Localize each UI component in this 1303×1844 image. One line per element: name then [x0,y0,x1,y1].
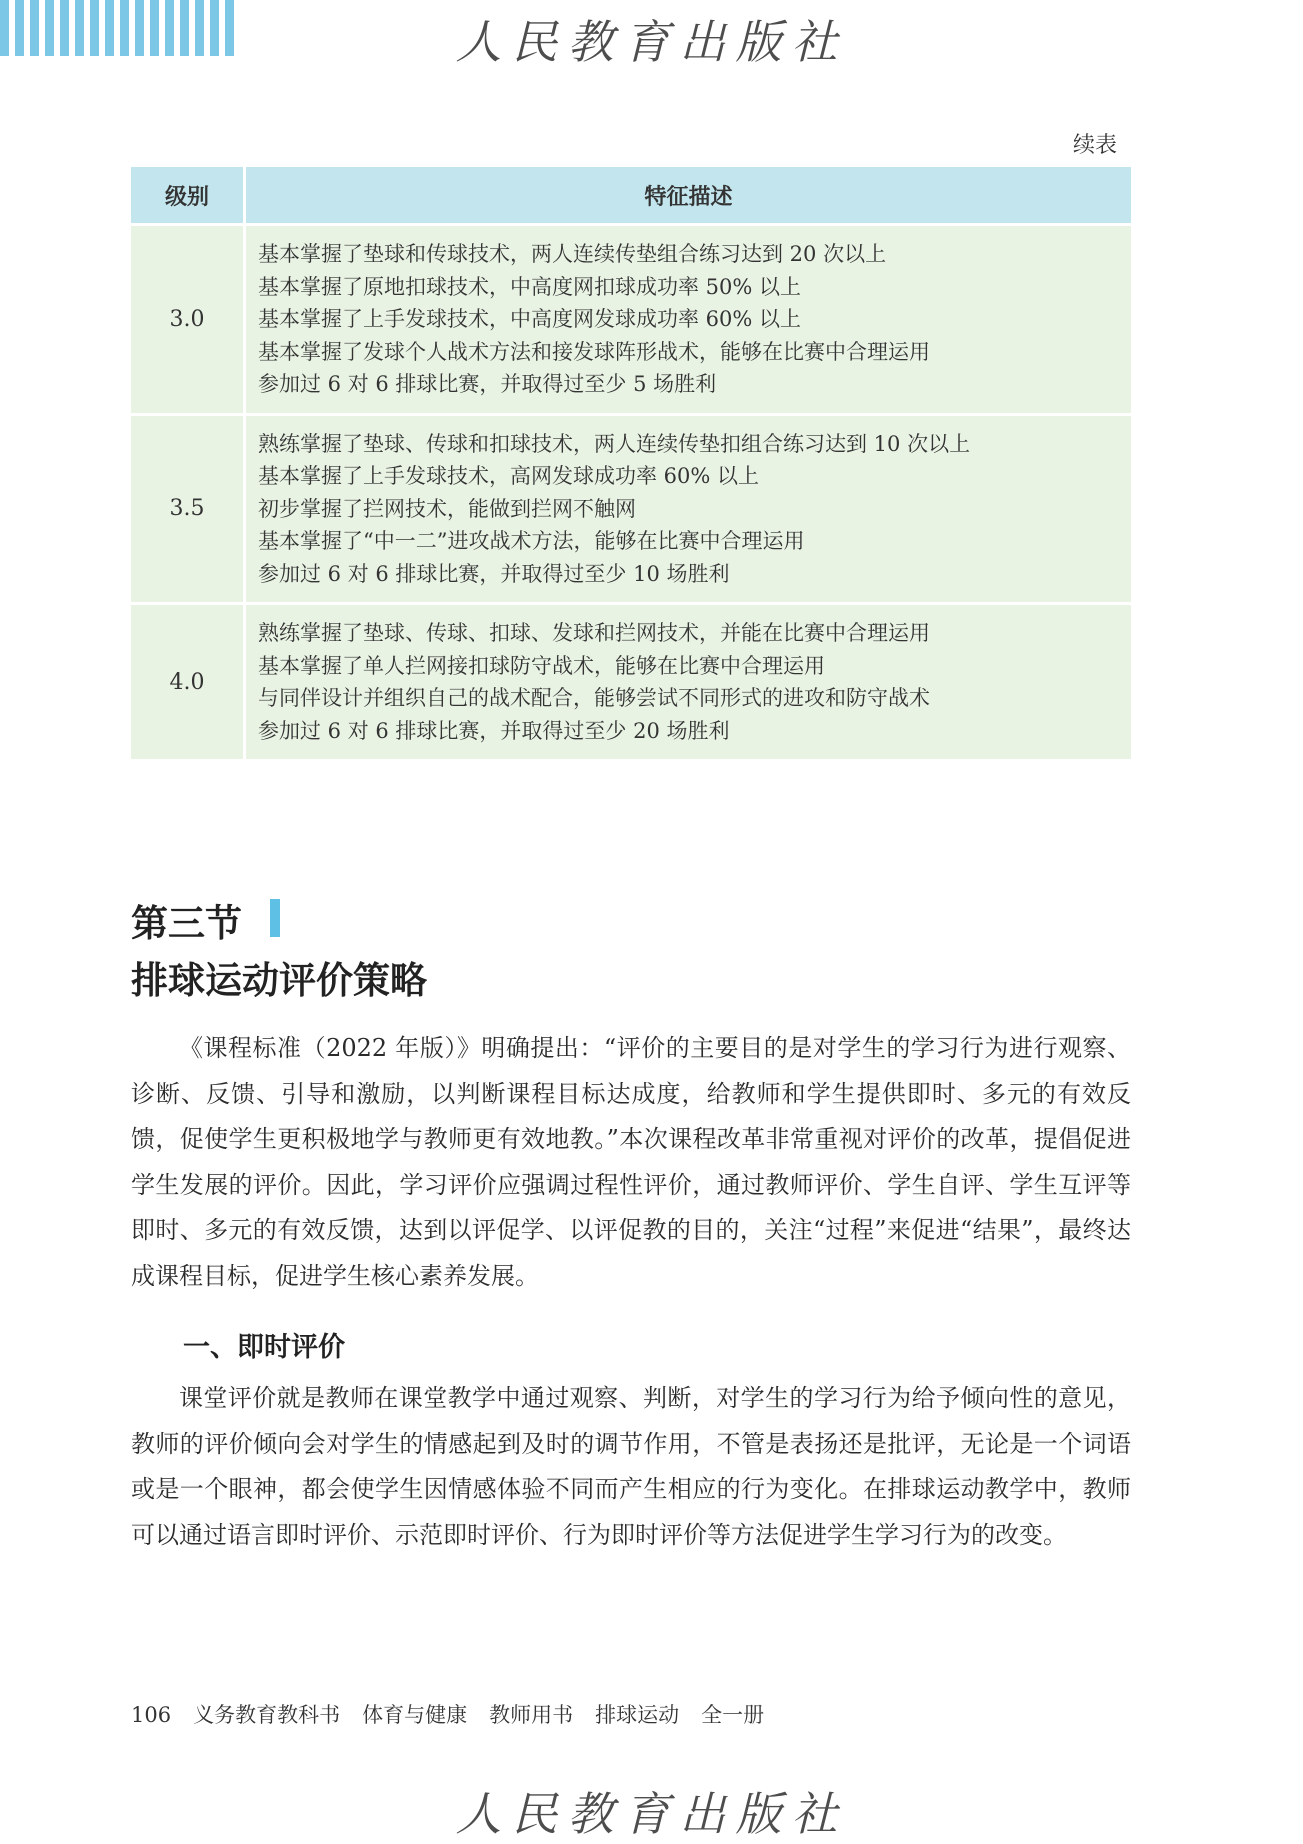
description-line: 基本掌握了上手发球技术，高网发球成功率 60% 以上 [258,464,760,488]
description-cell [245,414,1132,604]
description-line: 参加过 6 对 6 排球比赛，并取得过至少 20 场胜利 [258,718,730,743]
table-header-row [131,167,1131,225]
footer-series: 义务教育教科书 [193,1703,341,1727]
subsection-heading: 一、即时评价 [183,1332,345,1363]
body-paragraph: 课堂评价就是教师在课堂教学中通过观察、判断，对学生的学习行为给予倾向性的意见，教师的评价倾向会对学生的情感起到及时的调节作用，不管是表扬还是批评，无论是一个词语或是一个眼神，都会使学生因情感体验不同而产生相应的行为变化。在排球运动教学中，教师可以通过语言即时评价、示范即时评价、行为即时评价等方法促进学生学习行为的改变。 [131,1384,1131,1549]
description-line: 与同伴设计并组织自己的战术配合，能够尝试不同形式的进攻和防守战术 [258,686,930,710]
table-row [131,604,1131,760]
table-caption: 续表 [1072,133,1117,158]
publisher-logo-top: 人民教育出版社 [455,15,848,69]
footer-book-type: 教师用书 [489,1703,574,1727]
page-footer [131,1699,786,1729]
description-line: 参加过 6 对 6 排球比赛，并取得过至少 10 场胜利 [258,561,730,586]
table-row [131,414,1131,604]
page-number: 106 [131,1703,172,1727]
table-row [131,225,1131,415]
description-line: 初步掌握了拦网技术，能做到拦网不触网 [258,496,636,521]
header-level: 级别 [131,167,245,225]
description-line: 熟练掌握了垫球、传球、扣球、发球和拦网技术，并能在比赛中合理运用 [258,621,930,645]
description-line: 基本掌握了垫球和传球技术，两人连续传垫组合练习达到 20 次以上 [258,242,887,266]
description-line: 基本掌握了“中一二”进攻战术方法，能够在比赛中合理运用 [258,529,805,553]
description-line: 基本掌握了原地扣球技术，中高度网扣球成功率 50% 以上 [258,274,802,299]
description-line: 熟练掌握了垫球、传球和扣球技术，两人连续传垫扣组合练习达到 10 次以上 [258,431,971,456]
level-cell: 4.0 [131,604,245,760]
section-number: 第三节 [131,902,242,945]
level-feature-table [131,167,1131,759]
description-line: 参加过 6 对 6 排球比赛，并取得过至少 5 场胜利 [258,372,717,396]
description-line: 基本掌握了发球个人战术方法和接发球阵形战术，能够在比赛中合理运用 [258,339,930,364]
level-cell: 3.0 [131,225,245,415]
footer-subject: 体育与健康 [362,1703,468,1727]
description-cell [245,604,1132,760]
section-marker-bar [270,899,280,937]
publisher-logo-bottom: 人民教育出版社 [455,1787,848,1841]
header-description: 特征描述 [245,167,1132,225]
body-paragraph: 《课程标准（2022 年版）》明确提出：“评价的主要目的是对学生的学习行为进行观察、诊断、反馈、引导和激励，以判断课程目标达成度，给教师和学生提供即时、多元的有效反馈，促使学生更积极地学与教师更有效地教。”本次课程改革非常重视对评价的改革，提倡促进学生发展的评价。因此，学习评价应强调过程性评价，通过教师评价、学生自评、学生互评等即时、多元的有效反馈，达到以评促学、以评促教的目的，关注“过程”来促进“结果”，最终达成课程目标，促进学生核心素养发展。 [131,1034,1131,1290]
footer-volume: 全一册 [701,1703,765,1727]
section-title: 排球运动评价策略 [131,959,427,1002]
level-cell: 3.5 [131,414,245,604]
description-line: 基本掌握了上手发球技术，中高度网发球成功率 60% 以上 [258,307,802,331]
description-line: 基本掌握了单人拦网接扣球防守战术，能够在比赛中合理运用 [258,653,825,678]
description-cell [245,225,1132,415]
footer-volume-title: 排球运动 [595,1703,680,1727]
